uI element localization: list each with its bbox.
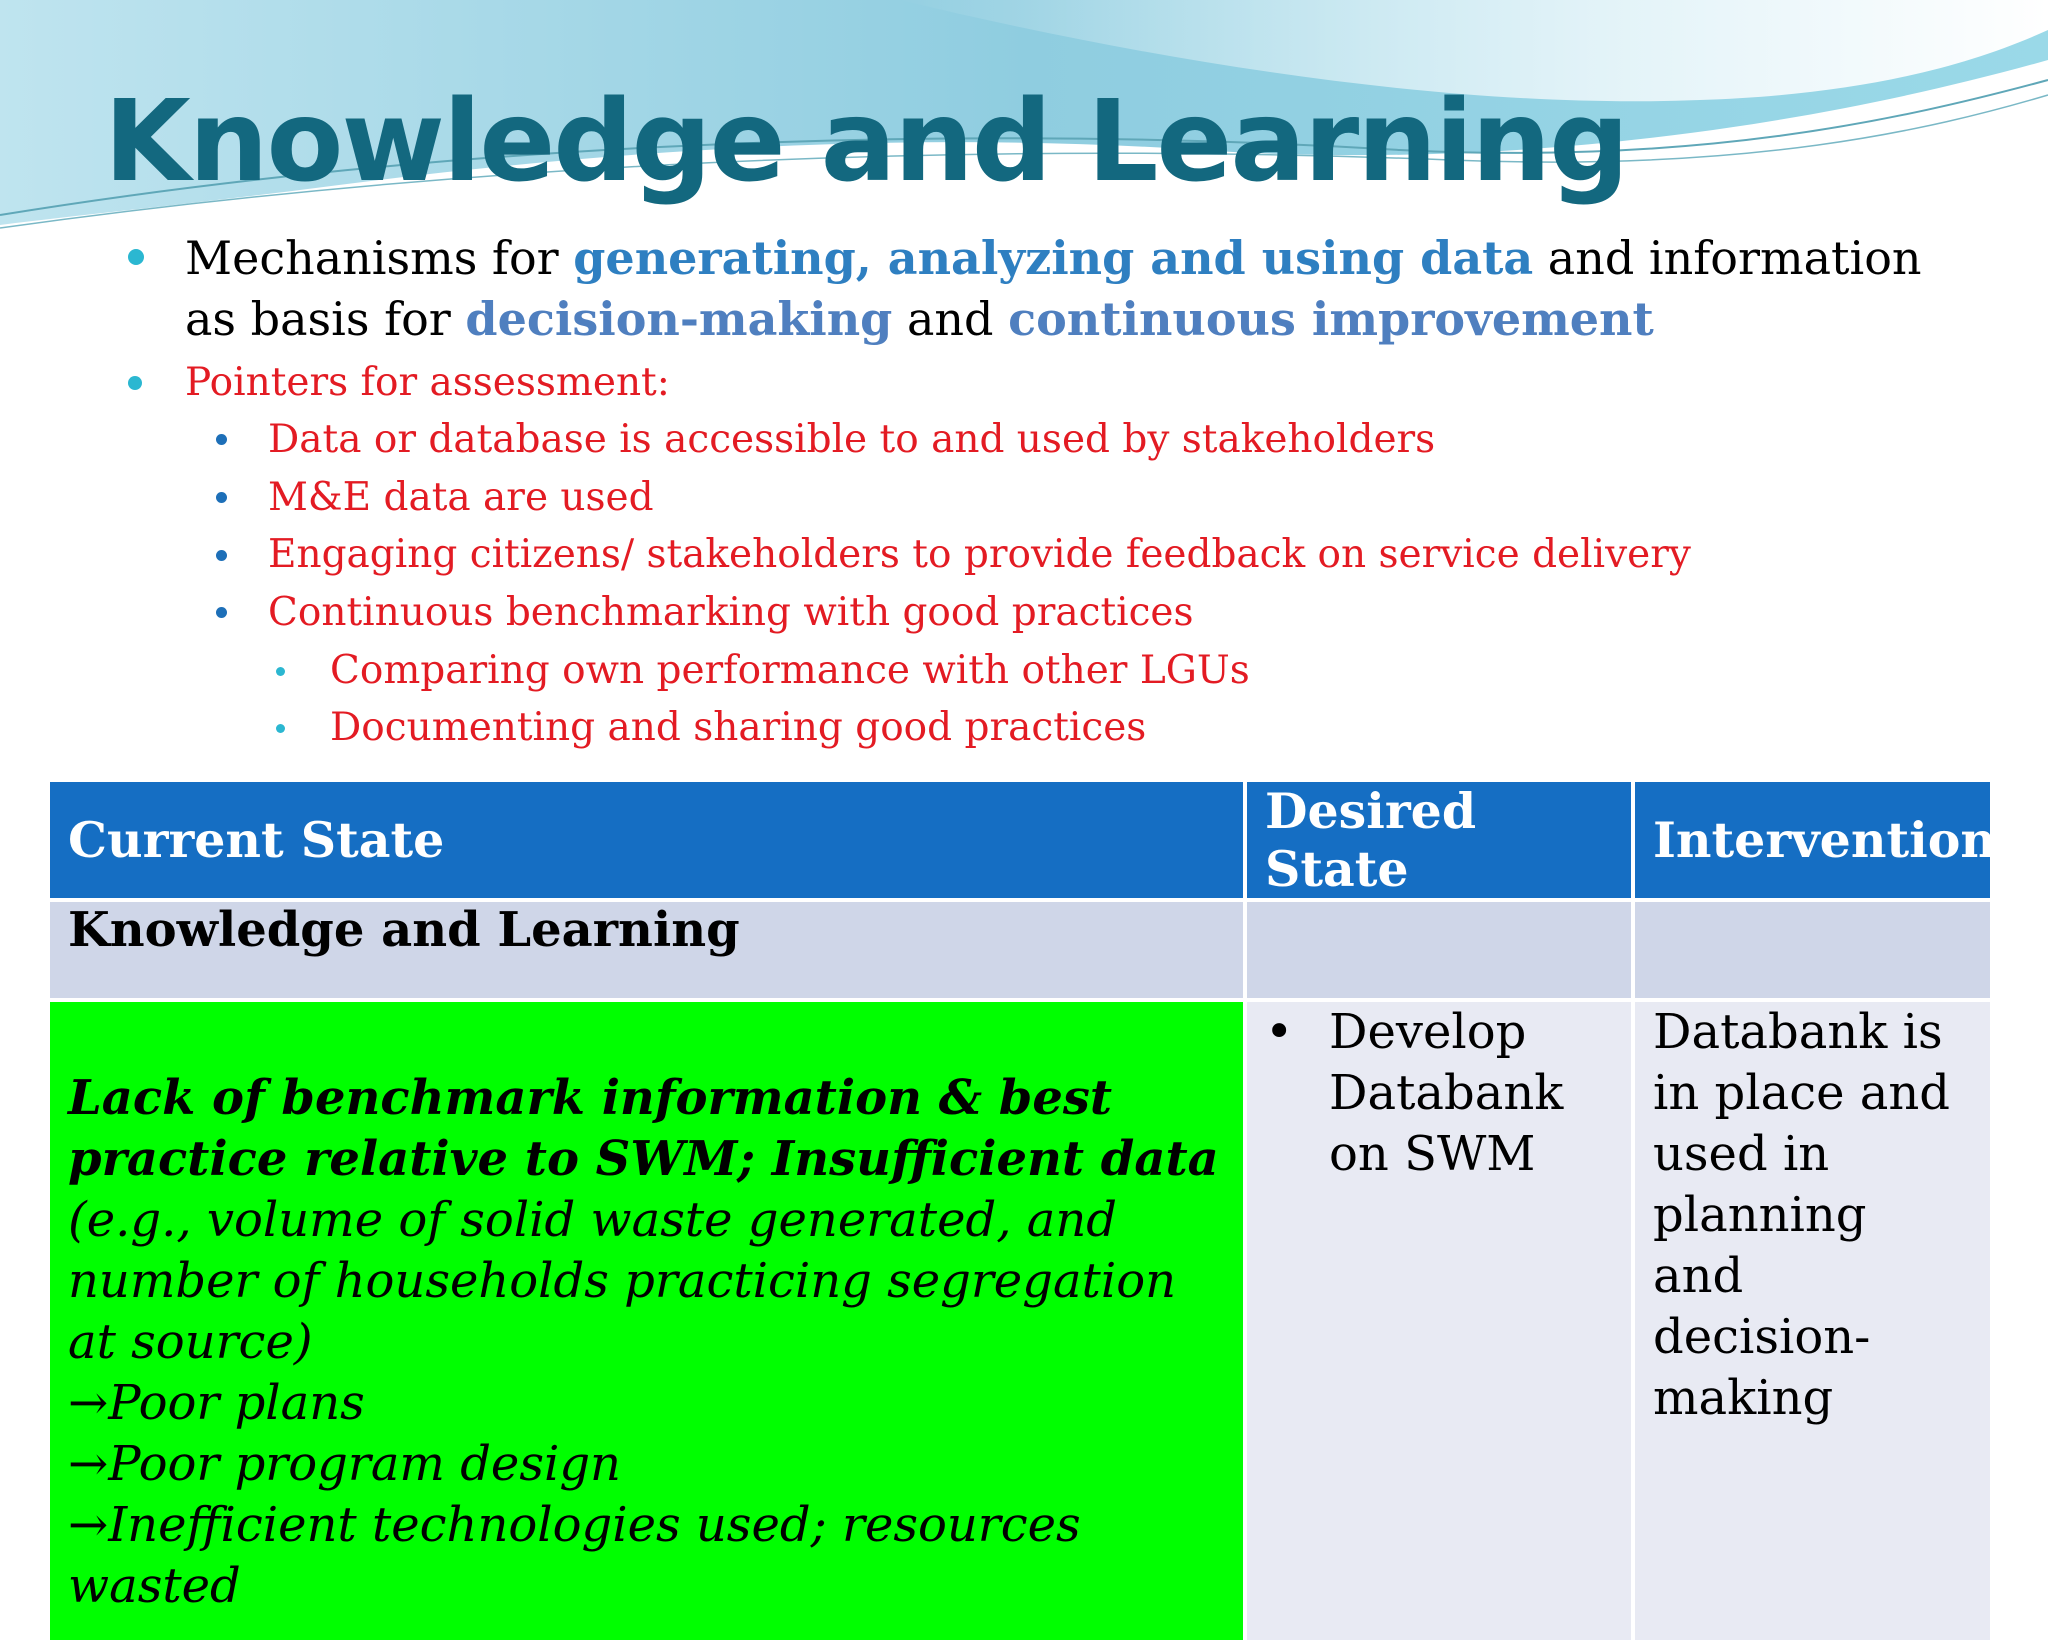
bullet-dot (216, 434, 227, 445)
consequence-item (68, 1373, 1225, 1434)
bullet-dot (128, 249, 144, 265)
mechanisms-bullet (185, 228, 1925, 350)
highlight-generating: generating, analyzing and using data (573, 231, 1534, 285)
header-current-state: Current State (50, 782, 1243, 898)
text-span: and (892, 292, 1009, 346)
consequence-item (68, 1434, 1225, 1495)
pointer-subitem: Documenting and sharing good practices (330, 705, 1147, 750)
bullet-dot (276, 724, 285, 733)
empty-cell (1247, 902, 1631, 998)
text-span: Mechanisms for (185, 231, 574, 285)
consequence-text: Poor program design (108, 1436, 621, 1492)
bullet-dot (276, 667, 285, 676)
current-state-lead: Lack of benchmark information & best practice relative to SWM; Insufficient data (68, 1070, 1219, 1187)
consequence-item (68, 1495, 1225, 1617)
desired-state-cell (1247, 1002, 1631, 1640)
pointer-item: Continuous benchmarking with good practices (268, 590, 1194, 635)
pointer-subitem: Comparing own performance with other LGUs (330, 648, 1250, 693)
pointer-item: M&E data are used (268, 475, 654, 520)
header-intervention: Intervention (1635, 782, 1990, 898)
section-label: Knowledge and Learning (50, 902, 1243, 998)
pointers-heading: Pointers for assessment: (185, 360, 670, 405)
header-desired-state: Desired State (1247, 782, 1631, 898)
current-state-cell (50, 1002, 1243, 1640)
arrow-icon: → (68, 1497, 109, 1553)
bullet-dot (216, 607, 227, 618)
empty-cell (1635, 902, 1990, 998)
slide-title: Knowledge and Learning (104, 77, 1628, 207)
desired-state-bullet (1265, 1002, 1613, 1185)
bullet-dot (216, 492, 227, 503)
intervention-cell: Databank is in place and used in planning and decision-making (1635, 1002, 1990, 1640)
bullet-dot (216, 550, 227, 561)
assessment-table (46, 778, 1994, 1644)
highlight-continuous-improvement: continuous improvement (1008, 292, 1654, 346)
bullet-icon: • (1265, 1004, 1294, 1060)
pointer-item: Engaging citizens/ stakeholders to provide feedback on service delivery (268, 532, 1691, 577)
desired-state-text: Develop Databank on SWM (1329, 1004, 1564, 1182)
current-state-detail: (e.g., volume of solid waste generated, and number of households practicing segregation at source) (68, 1192, 1177, 1370)
table-section-row (50, 902, 1990, 998)
consequence-text: Inefficient technologies used; resources wasted (68, 1497, 1081, 1614)
table-row (50, 1002, 1990, 1640)
arrow-icon: → (68, 1436, 109, 1492)
consequence-text: Poor plans (108, 1375, 365, 1431)
arrow-icon: → (68, 1375, 109, 1431)
table-header-row (50, 782, 1990, 898)
text-span: and information as basis for (185, 231, 1922, 346)
bullet-dot (128, 376, 142, 390)
pointer-item: Data or database is accessible to and used by stakeholders (268, 417, 1436, 462)
highlight-decision-making: decision-making (465, 292, 893, 346)
